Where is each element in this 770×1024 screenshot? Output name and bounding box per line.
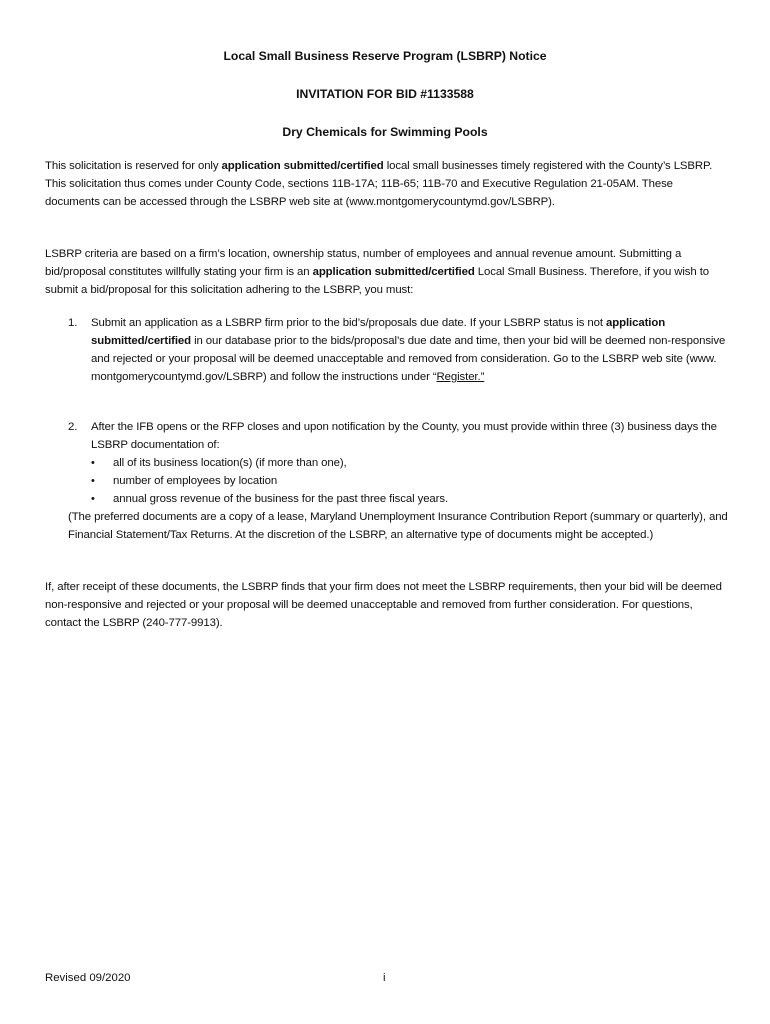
bullet-icon: • [91, 475, 95, 487]
bullet-icon: • [91, 457, 95, 469]
intro-bold-status: application submitted/certified [221, 160, 384, 172]
bullet-text: annual gross revenue of the business for the past three fiscal years. [113, 493, 449, 505]
intro-text-1: This solicitation is reserved for only [45, 160, 222, 172]
step-2 [68, 418, 730, 544]
documentation-bullet-list [91, 454, 730, 508]
criteria-text-1: LSBRP criteria are based on a firm’s location, ownership status, number of employees and annual revenue amount. Submitting a bid/proposal constitutes willfully stating your firm is an [45, 248, 682, 278]
bullet-item [91, 454, 730, 472]
step-1-text-2: in our database prior to the bids/proposal’s due date and time, then your bid will be deemed non-responsive and rejected or your proposal will be deemed unacceptable and removed from consideration. Go to the LSBRP web site (www. montgomerycountymd.gov/LSBRP) and follow the instructions under “ [91, 335, 726, 383]
step-1-bold-status: application submitted/certified [91, 317, 666, 347]
bullet-icon: • [91, 493, 95, 505]
step-2-body [68, 418, 730, 544]
bullet-text: all of its business location(s) (if more than one), [113, 457, 347, 469]
step-2-intro: After the IFB opens or the RFP closes and upon notification by the County, you must provide within three (3) business days the LSBRP documentation of: [91, 421, 717, 451]
bid-subject-heading: Dry Chemicals for Swimming Pools [282, 125, 488, 139]
criteria-bold-status: application submitted/certified [312, 266, 475, 278]
criteria-paragraph [45, 245, 730, 299]
register-link[interactable]: Register.” [436, 371, 485, 383]
bullet-item [91, 472, 730, 490]
step-1 [68, 314, 730, 386]
closing-paragraph: If, after receipt of these documents, the LSBRP finds that your firm does not meet the LSBRP requirements, then your bid will be deemed non-responsive and rejected or your proposal will be deemed unacceptable and removed from further consideration. For questions, contact the LSBRP (240-777-9913). [45, 581, 722, 629]
step-1-text-1: Submit an application as a LSBRP firm prior to the bid’s/proposals due date. If your LSBRP status is not [91, 317, 607, 329]
bullet-text: number of employees by location [113, 475, 278, 487]
document-title: Local Small Business Reserve Program (LSBRP) Notice [223, 49, 547, 63]
revision-date: Revised 09/2020 [45, 972, 131, 984]
step-2-number: 2. [68, 421, 78, 433]
page-number: i [383, 972, 386, 984]
bullet-item [91, 490, 730, 508]
intro-paragraph [45, 157, 730, 211]
criteria-text-2: Local Small Business. Therefore, if you wish to submit a bid/proposal for this solicitation adhering to the LSBRP, you must: [45, 266, 709, 296]
bid-number-heading: INVITATION FOR BID #1133588 [296, 87, 474, 101]
preferred-documents-note: (The preferred documents are a copy of a lease, Maryland Unemployment Insurance Contribution Report (summary or quarterly), and Financial Statement/Tax Returns. At the discretion of the LSBRP, an alternative type of documents might be accepted.) [68, 511, 728, 541]
step-1-number: 1. [68, 317, 78, 329]
step-1-body [91, 314, 730, 386]
intro-text-2: local small businesses timely registered with the County’s LSBRP. This solicitation thus comes under County Code, sections 11B-17A; 11B-65; 11B-70 and Executive Regulation 21-05AM. These documents can be accessed through the LSBRP web site at (www.montgomerycountymd.gov/LSBRP). [45, 160, 713, 208]
